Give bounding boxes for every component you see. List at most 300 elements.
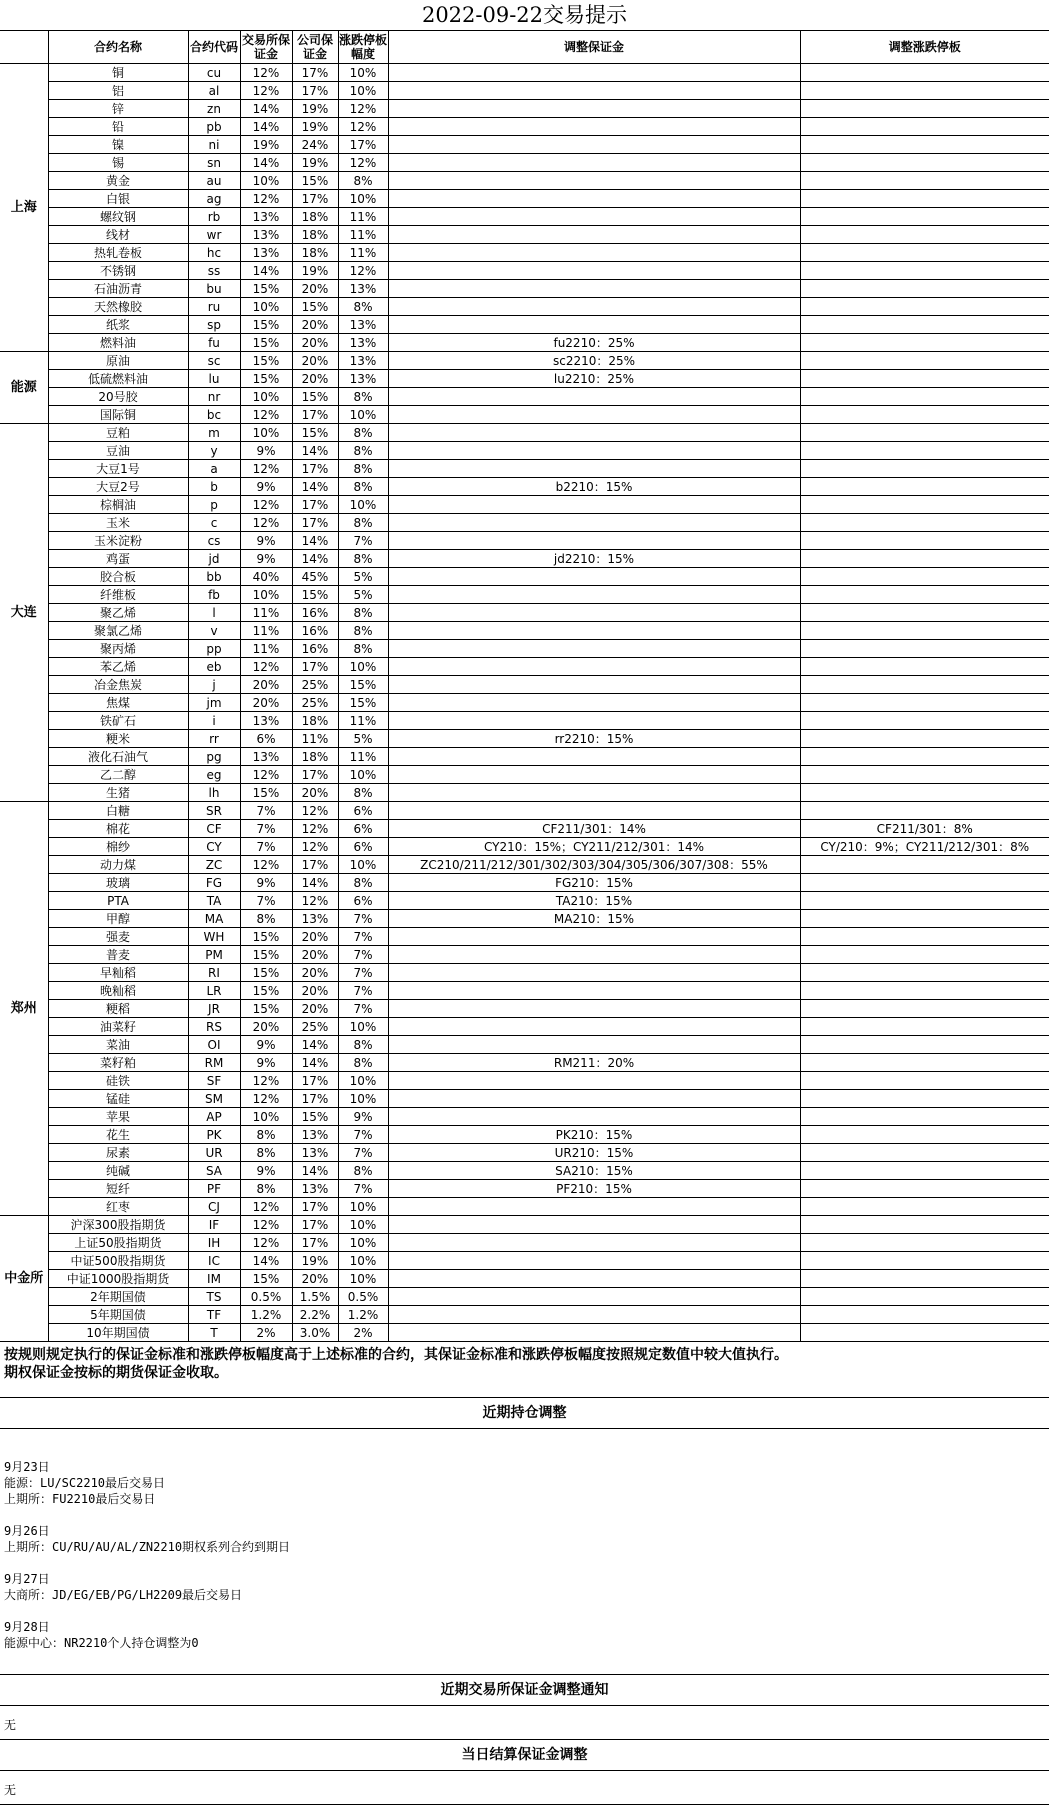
exchange-margin: 12% — [240, 1234, 292, 1252]
adjust-limit — [800, 586, 1049, 604]
table-row — [0, 1036, 1049, 1054]
company-margin: 18% — [292, 244, 338, 262]
company-margin: 19% — [292, 1252, 338, 1270]
limit-range: 7% — [338, 910, 388, 928]
exchange-margin: 0.5% — [240, 1288, 292, 1306]
contract-name: 白银 — [48, 190, 188, 208]
adjust-margin — [388, 82, 800, 100]
company-margin: 12% — [292, 892, 338, 910]
adjust-limit — [800, 442, 1049, 460]
contract-name: 晚籼稻 — [48, 982, 188, 1000]
adjust-margin: TA210：15% — [388, 892, 800, 910]
adjust-margin — [388, 568, 800, 586]
adjust-margin — [388, 1108, 800, 1126]
contract-code: UR — [188, 1144, 240, 1162]
exchange-margin: 15% — [240, 352, 292, 370]
limit-range: 8% — [338, 298, 388, 316]
adjust-margin — [388, 208, 800, 226]
company-margin: 17% — [292, 1072, 338, 1090]
limit-range: 6% — [338, 802, 388, 820]
page-title: 2022-09-22交易提示 — [0, 0, 1049, 31]
adjust-limit — [800, 766, 1049, 784]
limit-range: 8% — [338, 640, 388, 658]
limit-range: 5% — [338, 586, 388, 604]
exchange-margin: 2% — [240, 1324, 292, 1342]
contract-code: hc — [188, 244, 240, 262]
exchange-margin: 14% — [240, 100, 292, 118]
adjust-limit — [800, 352, 1049, 370]
table-row — [0, 784, 1049, 802]
contract-name: 焦煤 — [48, 694, 188, 712]
contract-name: 粳稻 — [48, 1000, 188, 1018]
table-row — [0, 244, 1049, 262]
exchange-margin: 8% — [240, 910, 292, 928]
exchange-margin: 7% — [240, 820, 292, 838]
table-row — [0, 1198, 1049, 1216]
adjust-margin: ZC210/211/212/301/302/303/304/305/306/307/308：55% — [388, 856, 800, 874]
adjust-limit — [800, 1162, 1049, 1180]
position-group — [4, 1571, 1045, 1603]
company-margin: 14% — [292, 1036, 338, 1054]
header-adj-limit: 调整涨跌停板 — [800, 31, 1049, 64]
adjust-margin — [388, 532, 800, 550]
table-row — [0, 1162, 1049, 1180]
adjust-limit — [800, 748, 1049, 766]
company-margin: 15% — [292, 172, 338, 190]
adjust-margin: CY210：15%；CY211/212/301：14% — [388, 838, 800, 856]
adjust-margin — [388, 424, 800, 442]
company-margin: 14% — [292, 1162, 338, 1180]
exchange-margin: 14% — [240, 262, 292, 280]
adjust-limit — [800, 910, 1049, 928]
exchange-margin: 13% — [240, 208, 292, 226]
contract-name: 铁矿石 — [48, 712, 188, 730]
company-margin: 16% — [292, 622, 338, 640]
company-margin: 20% — [292, 946, 338, 964]
contract-code: pp — [188, 640, 240, 658]
contract-code: y — [188, 442, 240, 460]
limit-range: 10% — [338, 1216, 388, 1234]
limit-range: 7% — [338, 1126, 388, 1144]
contract-code: rb — [188, 208, 240, 226]
company-margin: 15% — [292, 586, 338, 604]
contract-code: v — [188, 622, 240, 640]
table-row — [0, 334, 1049, 352]
contract-name: 油菜籽 — [48, 1018, 188, 1036]
company-margin: 17% — [292, 64, 338, 82]
adjust-limit — [800, 1054, 1049, 1072]
adjust-limit — [800, 964, 1049, 982]
contract-code: PK — [188, 1126, 240, 1144]
adjust-limit — [800, 478, 1049, 496]
table-row — [0, 1180, 1049, 1198]
adjust-margin — [388, 388, 800, 406]
adjust-margin — [388, 496, 800, 514]
table-row — [0, 838, 1049, 856]
contract-code: jm — [188, 694, 240, 712]
contract-name: 聚乙烯 — [48, 604, 188, 622]
exchange-margin: 10% — [240, 1108, 292, 1126]
table-row — [0, 1288, 1049, 1306]
limit-range: 12% — [338, 100, 388, 118]
contract-code: a — [188, 460, 240, 478]
limit-range: 10% — [338, 1018, 388, 1036]
table-row — [0, 82, 1049, 100]
adjust-limit — [800, 694, 1049, 712]
position-line: 上期所：CU/RU/AU/AL/ZN2210期权系列合约到期日 — [4, 1540, 291, 1554]
header-name: 合约名称 — [48, 31, 188, 64]
company-margin: 19% — [292, 154, 338, 172]
table-row — [0, 172, 1049, 190]
adjust-limit — [800, 298, 1049, 316]
company-margin: 16% — [292, 604, 338, 622]
contract-name: 玉米 — [48, 514, 188, 532]
exchange-margin: 13% — [240, 226, 292, 244]
exchange-margin: 12% — [240, 1198, 292, 1216]
contract-code: IH — [188, 1234, 240, 1252]
position-date: 9月27日 — [4, 1572, 50, 1586]
contract-code: ss — [188, 262, 240, 280]
exchange-margin: 12% — [240, 658, 292, 676]
contract-name: 棕榈油 — [48, 496, 188, 514]
contract-name: 铝 — [48, 82, 188, 100]
company-margin: 20% — [292, 370, 338, 388]
contract-code: ag — [188, 190, 240, 208]
limit-range: 8% — [338, 604, 388, 622]
company-margin: 24% — [292, 136, 338, 154]
contract-name: 玻璃 — [48, 874, 188, 892]
contract-name: 冶金焦炭 — [48, 676, 188, 694]
contract-code: ni — [188, 136, 240, 154]
table-row — [0, 1000, 1049, 1018]
table-row — [0, 1306, 1049, 1324]
contract-name: 20号胶 — [48, 388, 188, 406]
table-row — [0, 1108, 1049, 1126]
exchange-margin: 12% — [240, 1072, 292, 1090]
header-ex-margin: 交易所保证金 — [240, 31, 292, 64]
contract-name: 上证50股指期货 — [48, 1234, 188, 1252]
exchange-margin: 11% — [240, 604, 292, 622]
adjust-limit — [800, 712, 1049, 730]
adjust-limit — [800, 1198, 1049, 1216]
contract-code: JR — [188, 1000, 240, 1018]
contract-name: 大豆1号 — [48, 460, 188, 478]
exchange-margin: 7% — [240, 838, 292, 856]
adjust-limit — [800, 1090, 1049, 1108]
contract-name: 动力煤 — [48, 856, 188, 874]
contract-name: 5年期国债 — [48, 1306, 188, 1324]
table-row — [0, 208, 1049, 226]
company-margin: 20% — [292, 928, 338, 946]
contract-name: 尿素 — [48, 1144, 188, 1162]
adjust-margin — [388, 604, 800, 622]
table-row — [0, 1252, 1049, 1270]
notes — [0, 1342, 1049, 1398]
company-margin: 20% — [292, 964, 338, 982]
table-row — [0, 316, 1049, 334]
adjust-margin: RM211：20% — [388, 1054, 800, 1072]
header-row — [0, 31, 1049, 64]
table-row — [0, 1270, 1049, 1288]
contract-code: bb — [188, 568, 240, 586]
contract-code: T — [188, 1324, 240, 1342]
adjust-limit — [800, 874, 1049, 892]
contract-name: 10年期国债 — [48, 1324, 188, 1342]
exchange-notice-content: 无 — [0, 1706, 1049, 1740]
exchange-margin: 15% — [240, 316, 292, 334]
exchange-margin: 13% — [240, 712, 292, 730]
adjust-limit — [800, 190, 1049, 208]
contract-name: 中证1000股指期货 — [48, 1270, 188, 1288]
adjust-margin — [388, 316, 800, 334]
contract-name: 豆粕 — [48, 424, 188, 442]
position-date: 9月26日 — [4, 1524, 50, 1538]
table-row — [0, 1324, 1049, 1342]
exchange-margin: 8% — [240, 1180, 292, 1198]
contract-name: 乙二醇 — [48, 766, 188, 784]
adjust-limit — [800, 604, 1049, 622]
position-line: 能源中心：NR2210个人持仓调整为0 — [4, 1636, 199, 1650]
contract-code: c — [188, 514, 240, 532]
contract-name: 热轧卷板 — [48, 244, 188, 262]
contract-code: CY — [188, 838, 240, 856]
contract-name: 红枣 — [48, 1198, 188, 1216]
adjust-limit — [800, 280, 1049, 298]
company-margin: 3.0% — [292, 1324, 338, 1342]
contract-code: pg — [188, 748, 240, 766]
table-row — [0, 442, 1049, 460]
adjust-limit — [800, 1000, 1049, 1018]
contract-name: 液化石油气 — [48, 748, 188, 766]
company-margin: 20% — [292, 982, 338, 1000]
table-row — [0, 568, 1049, 586]
company-margin: 20% — [292, 1000, 338, 1018]
adjust-margin — [388, 460, 800, 478]
limit-range: 1.2% — [338, 1306, 388, 1324]
contract-name: 粳米 — [48, 730, 188, 748]
adjust-limit — [800, 424, 1049, 442]
company-margin: 12% — [292, 820, 338, 838]
contract-name: 石油沥青 — [48, 280, 188, 298]
adjust-margin — [388, 982, 800, 1000]
exchange-margin: 15% — [240, 370, 292, 388]
adjust-margin — [388, 244, 800, 262]
adjust-margin — [388, 1000, 800, 1018]
limit-range: 13% — [338, 334, 388, 352]
contract-code: PM — [188, 946, 240, 964]
contract-code: RI — [188, 964, 240, 982]
table-row — [0, 190, 1049, 208]
table-row — [0, 1072, 1049, 1090]
company-margin: 20% — [292, 1270, 338, 1288]
table-row — [0, 604, 1049, 622]
exchange-margin: 12% — [240, 496, 292, 514]
adjust-margin: SA210：15% — [388, 1162, 800, 1180]
table-row — [0, 874, 1049, 892]
company-margin: 14% — [292, 478, 338, 496]
contract-code: SR — [188, 802, 240, 820]
contract-code: jd — [188, 550, 240, 568]
contract-code: fu — [188, 334, 240, 352]
company-margin: 25% — [292, 676, 338, 694]
contract-name: 豆油 — [48, 442, 188, 460]
company-margin: 20% — [292, 352, 338, 370]
contract-code: ZC — [188, 856, 240, 874]
limit-range: 12% — [338, 154, 388, 172]
adjust-margin — [388, 298, 800, 316]
contract-name: 螺纹钢 — [48, 208, 188, 226]
contract-code: OI — [188, 1036, 240, 1054]
contract-code: RS — [188, 1018, 240, 1036]
header-co-margin: 公司保证金 — [292, 31, 338, 64]
contract-code: LR — [188, 982, 240, 1000]
contract-name: PTA — [48, 892, 188, 910]
company-margin: 18% — [292, 226, 338, 244]
contract-name: 苹果 — [48, 1108, 188, 1126]
contract-name: 铅 — [48, 118, 188, 136]
exchange-margin: 19% — [240, 136, 292, 154]
adjust-margin — [388, 1234, 800, 1252]
adjust-margin: CF211/301：14% — [388, 820, 800, 838]
adjust-margin — [388, 118, 800, 136]
contract-code: bc — [188, 406, 240, 424]
exchange-margin: 12% — [240, 64, 292, 82]
contract-name: 菜油 — [48, 1036, 188, 1054]
company-margin: 15% — [292, 1108, 338, 1126]
table-row — [0, 64, 1049, 82]
exchange-margin: 1.2% — [240, 1306, 292, 1324]
contract-code: b — [188, 478, 240, 496]
exchange-margin: 12% — [240, 766, 292, 784]
contract-name: 菜籽粕 — [48, 1054, 188, 1072]
contract-code: lu — [188, 370, 240, 388]
adjust-margin — [388, 766, 800, 784]
limit-range: 13% — [338, 352, 388, 370]
adjust-margin — [388, 64, 800, 82]
exchange-margin: 12% — [240, 82, 292, 100]
limit-range: 10% — [338, 1234, 388, 1252]
table-row — [0, 550, 1049, 568]
contract-name: 不锈钢 — [48, 262, 188, 280]
exchange-margin: 15% — [240, 964, 292, 982]
table-row — [0, 982, 1049, 1000]
contract-name: 早籼稻 — [48, 964, 188, 982]
exchange-margin: 15% — [240, 784, 292, 802]
exchange-margin: 12% — [240, 190, 292, 208]
contract-name: 国际铜 — [48, 406, 188, 424]
limit-range: 8% — [338, 1162, 388, 1180]
exchange-cell: 上海 — [0, 64, 48, 352]
exchange-margin: 9% — [240, 478, 292, 496]
contract-name: 线材 — [48, 226, 188, 244]
adjust-margin — [388, 136, 800, 154]
note-line: 期权保证金按标的期货保证金收取。 — [4, 1365, 228, 1381]
limit-range: 8% — [338, 478, 388, 496]
limit-range: 8% — [338, 442, 388, 460]
note-line: 按规则规定执行的保证金标准和涨跌停板幅度高于上述标准的合约，其保证金标准和涨跌停板幅度按照规定数值中较大值执行。 — [4, 1347, 788, 1363]
limit-range: 8% — [338, 1054, 388, 1072]
company-margin: 45% — [292, 568, 338, 586]
limit-range: 7% — [338, 532, 388, 550]
company-margin: 17% — [292, 460, 338, 478]
limit-range: 5% — [338, 568, 388, 586]
adjust-margin — [388, 1198, 800, 1216]
company-margin: 2.2% — [292, 1306, 338, 1324]
contract-name: 镍 — [48, 136, 188, 154]
contract-code: rr — [188, 730, 240, 748]
exchange-margin: 20% — [240, 676, 292, 694]
adjust-margin — [388, 694, 800, 712]
adjust-margin — [388, 1252, 800, 1270]
contract-code: TA — [188, 892, 240, 910]
table-row — [0, 1234, 1049, 1252]
limit-range: 8% — [338, 622, 388, 640]
adjust-limit — [800, 406, 1049, 424]
contract-code: FG — [188, 874, 240, 892]
adjust-margin: UR210：15% — [388, 1144, 800, 1162]
company-margin: 17% — [292, 1216, 338, 1234]
contract-code: cs — [188, 532, 240, 550]
adjust-margin — [388, 1036, 800, 1054]
limit-range: 7% — [338, 1144, 388, 1162]
exchange-margin: 10% — [240, 388, 292, 406]
table-row — [0, 514, 1049, 532]
table-row — [0, 496, 1049, 514]
company-margin: 20% — [292, 280, 338, 298]
contract-code: WH — [188, 928, 240, 946]
adjust-margin — [388, 172, 800, 190]
exchange-margin: 9% — [240, 532, 292, 550]
contract-code: l — [188, 604, 240, 622]
adjust-limit — [800, 676, 1049, 694]
company-margin: 19% — [292, 262, 338, 280]
contract-code: m — [188, 424, 240, 442]
adjust-limit — [800, 640, 1049, 658]
adjust-limit — [800, 1234, 1049, 1252]
contract-code: cu — [188, 64, 240, 82]
exchange-margin: 9% — [240, 1162, 292, 1180]
company-margin: 17% — [292, 658, 338, 676]
contract-code: wr — [188, 226, 240, 244]
exchange-margin: 9% — [240, 1054, 292, 1072]
adjust-limit — [800, 226, 1049, 244]
contract-code: RM — [188, 1054, 240, 1072]
adjust-limit — [800, 1306, 1049, 1324]
exchange-margin: 9% — [240, 442, 292, 460]
adjust-margin — [388, 712, 800, 730]
adjust-margin — [388, 514, 800, 532]
company-margin: 17% — [292, 514, 338, 532]
contract-name: 天然橡胶 — [48, 298, 188, 316]
adjust-margin — [388, 586, 800, 604]
contract-name: 纤维板 — [48, 586, 188, 604]
table-row — [0, 226, 1049, 244]
table-row — [0, 802, 1049, 820]
contract-code: j — [188, 676, 240, 694]
table-row — [0, 1144, 1049, 1162]
adjust-margin — [388, 1090, 800, 1108]
position-date: 9月28日 — [4, 1620, 50, 1634]
contract-code: eb — [188, 658, 240, 676]
position-group — [4, 1619, 1045, 1651]
table-row — [0, 964, 1049, 982]
limit-range: 15% — [338, 694, 388, 712]
contract-name: 锰硅 — [48, 1090, 188, 1108]
adjust-margin: sc2210：25% — [388, 352, 800, 370]
adjust-margin — [388, 1324, 800, 1342]
table-row — [0, 910, 1049, 928]
contract-name: 玉米淀粉 — [48, 532, 188, 550]
